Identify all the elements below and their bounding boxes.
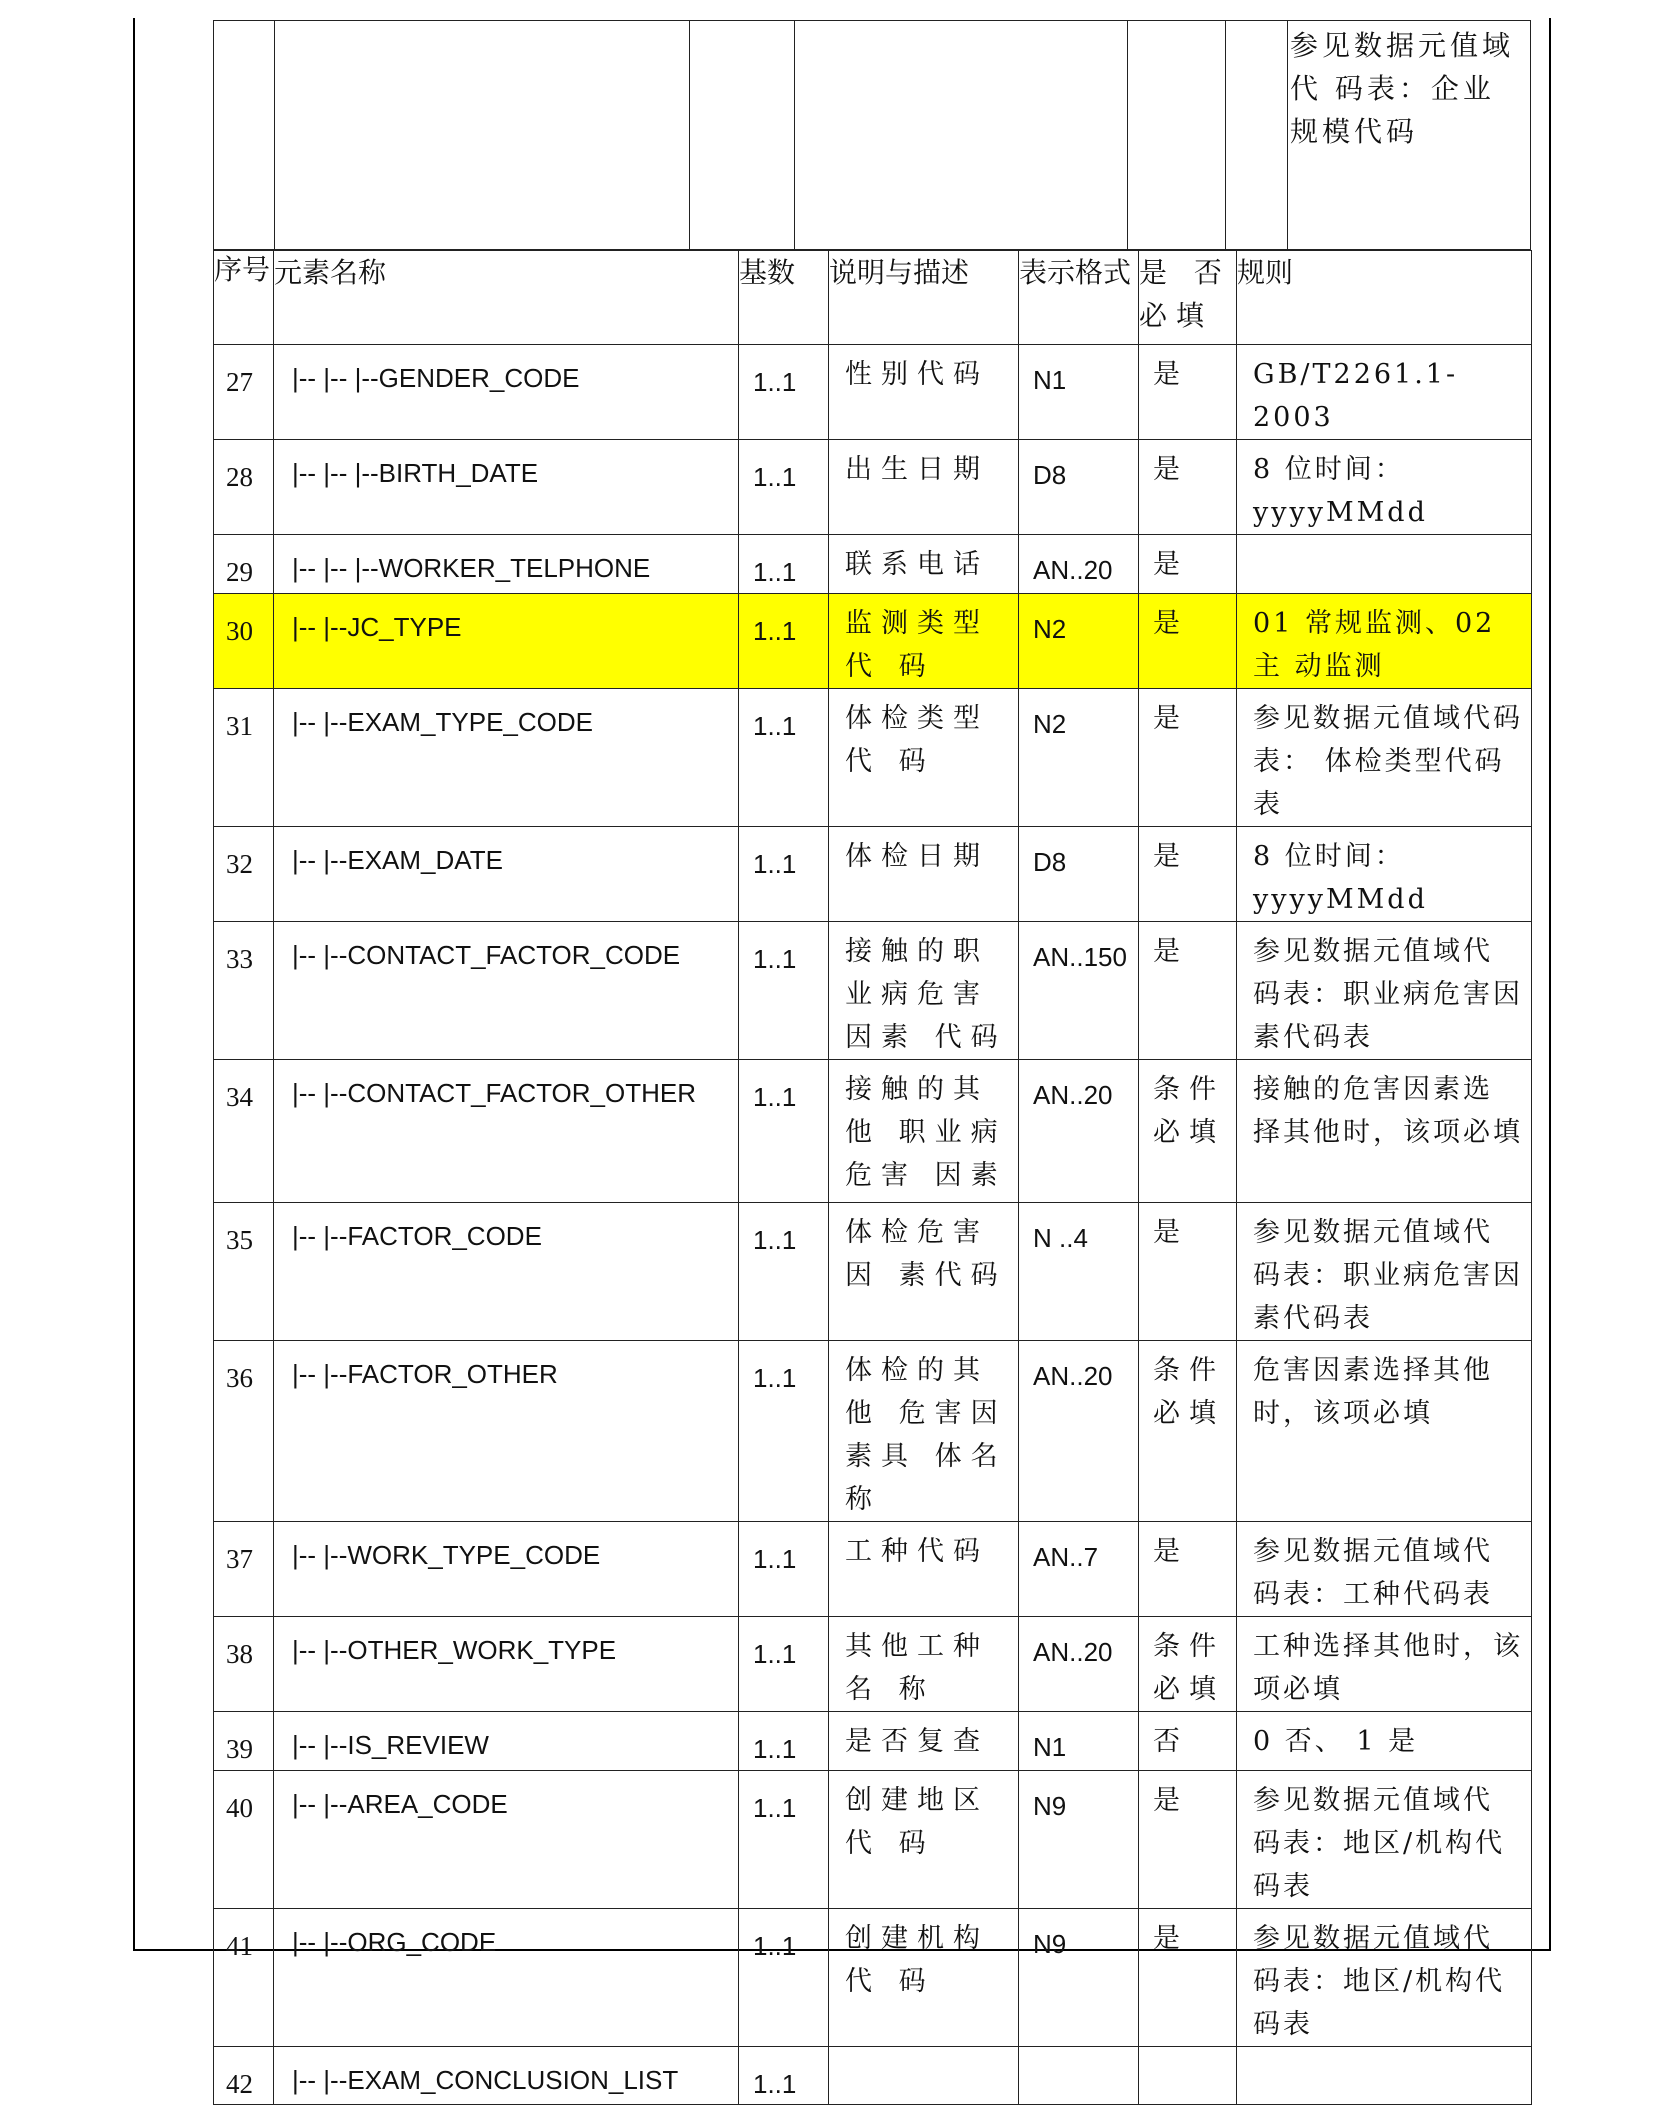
cell-description: 创建机构代 码 (829, 1909, 1019, 2047)
cell-no: 31 (214, 689, 274, 827)
cell-format: N9 (1019, 1771, 1139, 1909)
cell-rule: 参见数据元值域代 码表：地区/机构代 码表 (1237, 1909, 1532, 2047)
cell-rule (1237, 535, 1532, 594)
cell-cardinality: 1..1 (739, 922, 829, 1060)
cell-description: 是否复查 (829, 1712, 1019, 1771)
cell-no: 38 (214, 1617, 274, 1712)
header-no: 序号 (214, 251, 274, 345)
cell-rule: 0 否、 1 是 (1237, 1712, 1532, 1771)
cell-no: 39 (214, 1712, 274, 1771)
cell-cardinality: 1..1 (739, 1203, 829, 1341)
cell-description: 体检危害因 素代码 (829, 1203, 1019, 1341)
cell-element-name: |-- |--AREA_CODE (274, 1771, 739, 1909)
cell-element-name: |-- |--CONTACT_FACTOR_OTHER (274, 1060, 739, 1203)
cell-rule: 接触的危害因素选 择其他时，该项必填 (1237, 1060, 1532, 1203)
table-row (214, 922, 1532, 1060)
cell-required (1139, 2047, 1237, 2105)
cell-cardinality: 1..1 (739, 535, 829, 594)
cell-no: 37 (214, 1522, 274, 1617)
cell-no: 41 (214, 1909, 274, 2047)
table-row (214, 1203, 1532, 1341)
cell-element-name: |-- |--OTHER_WORK_TYPE (274, 1617, 739, 1712)
cell-format: AN..20 (1019, 1617, 1139, 1712)
cell-description: 其他工种名 称 (829, 1617, 1019, 1712)
cell-rule: 参见数据元值域代 码表：工种代码表 (1237, 1522, 1532, 1617)
cell-description: 出生日期 (829, 440, 1019, 535)
cell-description: 体检类型代 码 (829, 689, 1019, 827)
cell-rule: 8 位时间：yyyyMMdd (1237, 440, 1532, 535)
table-row (214, 535, 1532, 594)
cell-description: 接触的其他 职业病危害 因素 (829, 1060, 1019, 1203)
cell-element-name: |-- |--IS_REVIEW (274, 1712, 739, 1771)
cell-rule: 参见数据元值域代 码表：职业病危害因 素代码表 (1237, 1203, 1532, 1341)
cell-cardinality: 1..1 (739, 1771, 829, 1909)
cell-no: 35 (214, 1203, 274, 1341)
table-row (214, 440, 1532, 535)
table-row (214, 594, 1532, 689)
cell-description: 体检的其他 危害因素具 体名称 (829, 1341, 1019, 1522)
cell-format (1019, 2047, 1139, 2105)
fragment-rule-text: 参见数据元值域代 码表：企业规模代码 (1290, 29, 1515, 148)
cell-required: 是 (1139, 689, 1237, 827)
cell-cardinality: 1..1 (739, 827, 829, 922)
cell-rule: 参见数据元值域代 码表：地区/机构代 码表 (1237, 1771, 1532, 1909)
cell-element-name: |-- |--WORK_TYPE_CODE (274, 1522, 739, 1617)
cell-cardinality: 1..1 (739, 1712, 829, 1771)
table-row (214, 1712, 1532, 1771)
cell-element-name: |-- |--EXAM_DATE (274, 827, 739, 922)
cell-no: 28 (214, 440, 274, 535)
table-row (214, 2047, 1532, 2105)
cell-required: 是 (1139, 594, 1237, 689)
cell-required: 是 (1139, 827, 1237, 922)
table-row (214, 689, 1532, 827)
cell-element-name: |-- |--CONTACT_FACTOR_CODE (274, 922, 739, 1060)
cell-no: 34 (214, 1060, 274, 1203)
header-row (214, 251, 1532, 345)
header-name: 元素名称 (274, 251, 739, 345)
cell-element-name: |-- |--FACTOR_OTHER (274, 1341, 739, 1522)
cell-description: 监测类型代 码 (829, 594, 1019, 689)
cell-no: 36 (214, 1341, 274, 1522)
cell-rule: 工种选择其他时，该项必填 (1237, 1617, 1532, 1712)
cell-rule: 8 位时间：yyyyMMdd (1237, 827, 1532, 922)
header-required: 是 否必填 (1139, 251, 1237, 345)
cell-format: N2 (1019, 689, 1139, 827)
cell-required: 否 (1139, 1712, 1237, 1771)
cell-required: 是 (1139, 1909, 1237, 2047)
table-row (214, 1909, 1532, 2047)
cell-no: 40 (214, 1771, 274, 1909)
cell-format: N2 (1019, 594, 1139, 689)
header-description: 说明与描述 (829, 251, 1019, 345)
cell-element-name: |-- |--FACTOR_CODE (274, 1203, 739, 1341)
data-element-table (213, 250, 1532, 2105)
table-row (214, 827, 1532, 922)
cell-rule: 01 常规监测、02 主 动监测 (1237, 594, 1532, 689)
cell-cardinality: 1..1 (739, 1060, 829, 1203)
cell-element-name: |-- |-- |--GENDER_CODE (274, 345, 739, 440)
cell-required: 是 (1139, 1522, 1237, 1617)
cell-description: 体检日期 (829, 827, 1019, 922)
cell-description: 联系电话 (829, 535, 1019, 594)
cell-cardinality: 1..1 (739, 689, 829, 827)
table-row (214, 1060, 1532, 1203)
cell-rule: GB/T2261.1-2003 (1237, 345, 1532, 440)
cell-format: AN..20 (1019, 1060, 1139, 1203)
cell-element-name: |-- |--JC_TYPE (274, 594, 739, 689)
cell-required: 是 (1139, 345, 1237, 440)
cell-description: 创建地区代 码 (829, 1771, 1019, 1909)
header-rule: 规则 (1237, 251, 1532, 345)
cell-cardinality: 1..1 (739, 1341, 829, 1522)
cell-no: 29 (214, 535, 274, 594)
cell-element-name: |-- |-- |--BIRTH_DATE (274, 440, 739, 535)
cell-no: 42 (214, 2047, 274, 2105)
header-format: 表示格式 (1019, 251, 1139, 345)
cell-no: 32 (214, 827, 274, 922)
cell-rule: 危害因素选择其他 时，该项必填 (1237, 1341, 1532, 1522)
cell-format: N1 (1019, 345, 1139, 440)
table-row (214, 1771, 1532, 1909)
cell-required: 是 (1139, 922, 1237, 1060)
cell-format: AN..7 (1019, 1522, 1139, 1617)
cell-description: 接触的职业病危害因素 代码 (829, 922, 1019, 1060)
cell-required: 是 (1139, 1203, 1237, 1341)
cell-description: 性别代码 (829, 345, 1019, 440)
cell-cardinality: 1..1 (739, 1909, 829, 2047)
cell-element-name: |-- |-- |--WORKER_TELPHONE (274, 535, 739, 594)
cell-rule (1237, 2047, 1532, 2105)
cell-no: 33 (214, 922, 274, 1060)
header-cardinality: 基数 (739, 251, 829, 345)
cell-cardinality: 1..1 (739, 1522, 829, 1617)
cell-description: 工种代码 (829, 1522, 1019, 1617)
cell-element-name: |-- |--EXAM_TYPE_CODE (274, 689, 739, 827)
cell-required: 是 (1139, 440, 1237, 535)
cell-element-name: |-- |--ORG_CODE (274, 1909, 739, 2047)
cell-format: AN..150 (1019, 922, 1139, 1060)
cell-format: AN..20 (1019, 1341, 1139, 1522)
cell-required: 是 (1139, 535, 1237, 594)
cell-required: 条件必填 (1139, 1341, 1237, 1522)
cell-rule: 参见数据元值域代 码表：职业病危害因 素代码表 (1237, 922, 1532, 1060)
cell-description (829, 2047, 1019, 2105)
cell-format: N ..4 (1019, 1203, 1139, 1341)
cell-rule: 参见数据元值域代码表： 体检类型代码表 (1237, 689, 1532, 827)
cell-cardinality: 1..1 (739, 2047, 829, 2105)
cell-cardinality: 1..1 (739, 594, 829, 689)
table-row (214, 1341, 1532, 1522)
cell-no: 30 (214, 594, 274, 689)
table-row (214, 1522, 1532, 1617)
cell-format: D8 (1019, 827, 1139, 922)
cell-element-name: |-- |--EXAM_CONCLUSION_LIST (274, 2047, 739, 2105)
cell-no: 27 (214, 345, 274, 440)
cell-cardinality: 1..1 (739, 1617, 829, 1712)
table-row (214, 1617, 1532, 1712)
cell-format: N1 (1019, 1712, 1139, 1771)
cell-required: 是 (1139, 1771, 1237, 1909)
cell-required: 条件必填 (1139, 1060, 1237, 1203)
cell-format: AN..20 (1019, 535, 1139, 594)
cell-cardinality: 1..1 (739, 345, 829, 440)
cell-format: D8 (1019, 440, 1139, 535)
cell-format: N9 (1019, 1909, 1139, 2047)
cell-required: 条件必填 (1139, 1617, 1237, 1712)
cell-cardinality: 1..1 (739, 440, 829, 535)
table-row (214, 345, 1532, 440)
